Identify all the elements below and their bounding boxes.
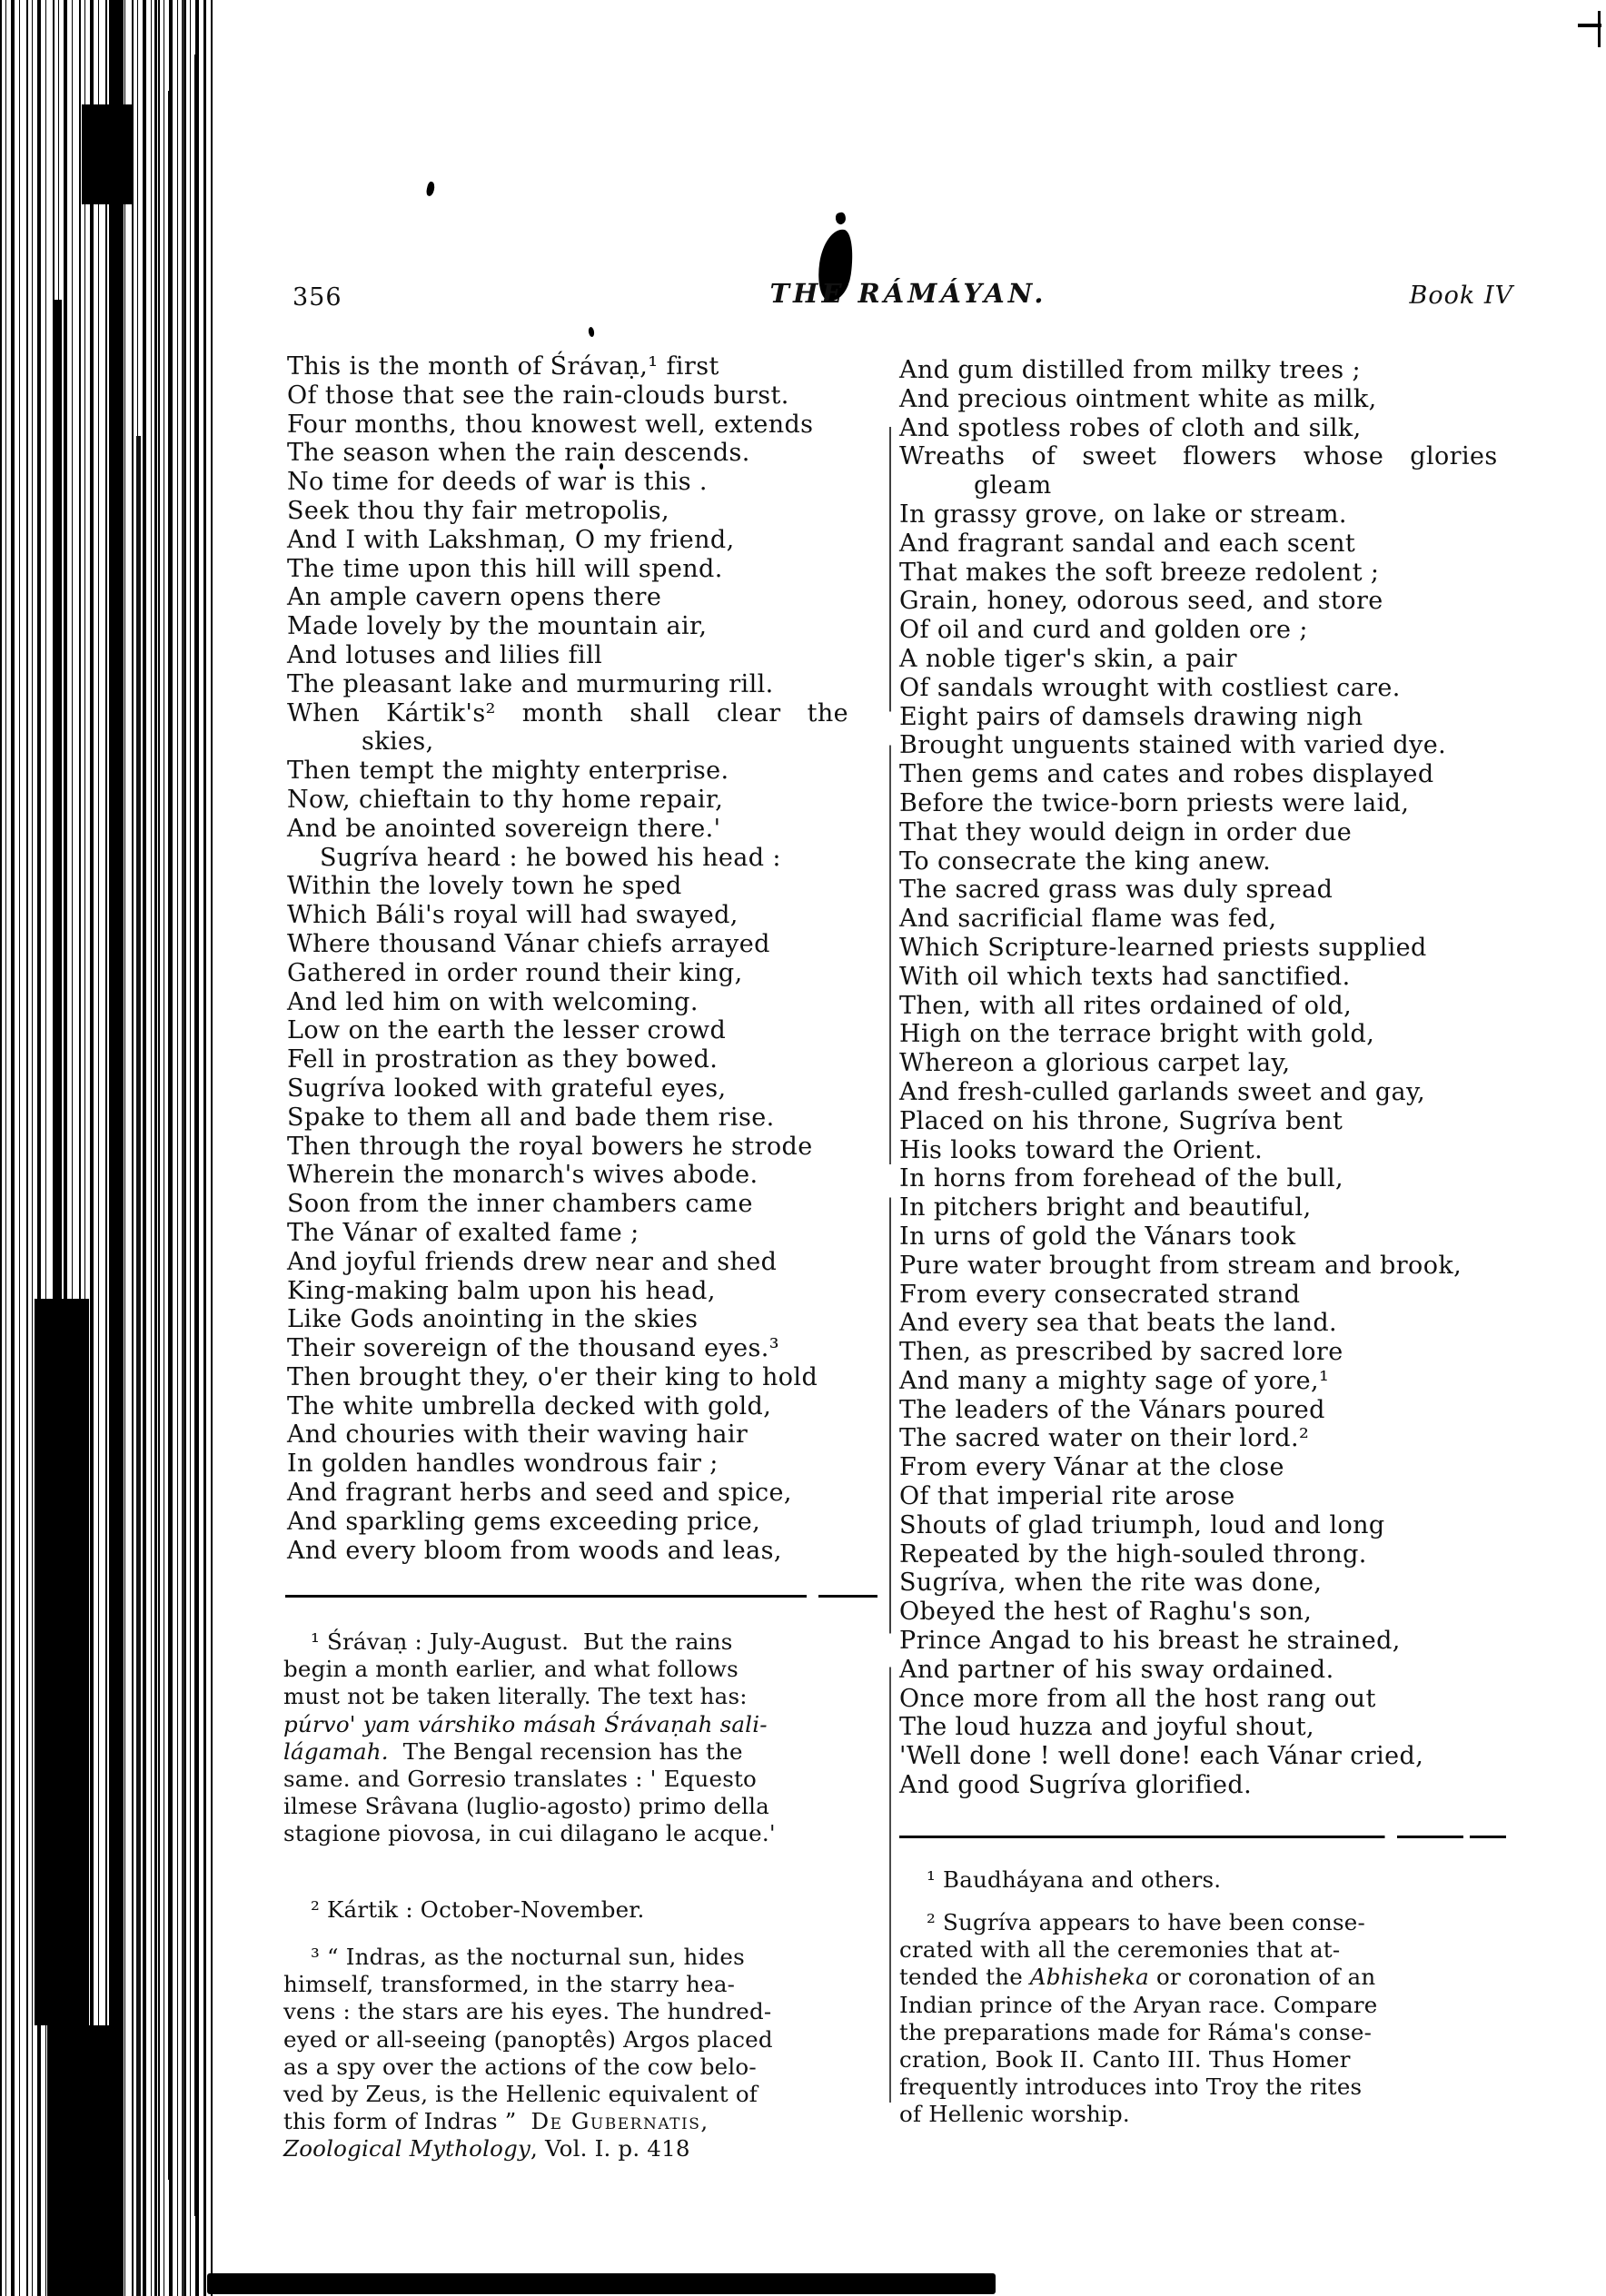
text-line: Sugríva heard : he bowed his head :	[320, 843, 781, 872]
text-line: Sugríva, when the rite was done,	[899, 1569, 1323, 1598]
book-label: Book IV	[1409, 282, 1513, 310]
text-line: Of oil and curd and golden ore ;	[899, 616, 1308, 645]
text-line: eyed or all-seeing (panoptês) Argos placed	[283, 2025, 773, 2053]
text-line: himself, transformed, in the starry hea-	[283, 1971, 736, 1998]
text-line: Seek thou thy fair metropolis,	[287, 496, 669, 525]
column-divider-rule	[889, 427, 891, 2103]
text-line: The sacred water on their lord.²	[899, 1424, 1310, 1453]
text-line: Where thousand Vánar chiefs arrayed	[287, 929, 770, 958]
text-line: Of those that see the rain-clouds burst.	[287, 381, 789, 410]
text-line: Placed on his throne, Sugríva bent	[899, 1106, 1343, 1135]
text-line: of Hellenic worship.	[899, 2101, 1130, 2128]
text-line: ³ “ Indras, as the nocturnal sun, hides	[311, 1944, 745, 1970]
text-line: In urns of gold the Vánars took	[899, 1222, 1296, 1251]
text-line: In golden handles wondrous fair ;	[287, 1450, 719, 1479]
text-line: From every Vánar at the close	[899, 1453, 1284, 1482]
footnote-2-right	[899, 1909, 1510, 2129]
text-line: And precious ointment white as milk,	[899, 384, 1377, 413]
text-line: Gathered in order round their king,	[287, 958, 743, 987]
text-line: skies,	[362, 727, 434, 757]
text-line: Brought unguents stained with varied dye.	[899, 731, 1447, 760]
text-line: And chouries with their waving hair	[287, 1420, 748, 1450]
text-line: The loud huzza and joyful shout,	[899, 1713, 1314, 1742]
text-line: Their sovereign of the thousand eyes.³	[287, 1334, 780, 1363]
text-line: This is the month of Śrávaṇ,¹ first	[287, 352, 719, 381]
footnote-1-left	[283, 1628, 894, 1848]
scan-artifact-bottom-bar	[207, 2273, 996, 2294]
text-line: tended the Abhisheka or coronation of an	[899, 1964, 1376, 1991]
text-line: Zoological Mythology, Vol. I. p. 418	[283, 2135, 690, 2162]
scan-stripe	[55, 300, 62, 1299]
text-line: Then tempt the mighty enterprise.	[287, 757, 729, 786]
text-line: And led him on with welcoming.	[287, 987, 699, 1016]
text-line: And I with Lakshmaṇ, O my friend,	[287, 525, 735, 554]
text-line: With oil which texts had sanctified.	[899, 962, 1351, 991]
text-line: That they would deign in order due	[899, 817, 1353, 846]
text-line: same. and Gorresio translates : ' Equesto	[283, 1765, 757, 1792]
text-line: To consecrate the king anew.	[899, 846, 1272, 876]
text-line: Sugríva looked with grateful eyes,	[287, 1074, 727, 1103]
text-line: Then gems and cates and robes displayed	[899, 760, 1434, 789]
scan-stripe	[154, 0, 157, 2296]
text-line: Now, chieftain to thy home repair,	[287, 785, 724, 814]
text-line: In grassy grove, on lake or stream.	[899, 500, 1347, 529]
running-title: THE RÁMÁYAN.	[769, 278, 1047, 309]
scan-stripe	[136, 436, 141, 2296]
scan-stripe	[47, 2025, 111, 2296]
text-line: ved by Zeus, is the Hellenic equivalent of	[283, 2080, 758, 2107]
text-line: The pleasant lake and murmuring rill.	[287, 669, 774, 698]
text-line: King-making balm upon his head,	[287, 1276, 716, 1305]
footnote-2-left	[283, 1896, 894, 1924]
text-line: púrvo' yam várshiko másah Śrávaṇah sali-	[283, 1710, 768, 1737]
text-line: Spake to them all and bade them rise.	[287, 1103, 775, 1132]
text-line: The leaders of the Vánars poured	[899, 1395, 1325, 1424]
text-line: Whereon a glorious carpet lay,	[899, 1049, 1291, 1078]
scan-corner-mark	[1598, 11, 1601, 47]
text-line: frequently introduces into Troy the rites	[899, 2073, 1363, 2101]
scan-stripe	[182, 0, 185, 2296]
text-line: And fragrant sandal and each scent	[899, 529, 1356, 558]
text-line: And many a mighty sage of yore,¹	[899, 1366, 1330, 1395]
text-line: When Kártik's² month shall clear the	[287, 698, 848, 727]
text-line: In pitchers bright and beautiful,	[899, 1193, 1312, 1222]
text-line: begin a month earlier, and what follows	[283, 1656, 739, 1683]
text-line: And every sea that beats the land.	[899, 1309, 1338, 1338]
text-line: And good Sugríva glorified.	[899, 1771, 1253, 1800]
text-line: Then, as prescribed by sacred lore	[899, 1338, 1343, 1367]
ink-speck	[425, 181, 436, 196]
scan-stripe	[194, 54, 196, 2216]
text-line: Prince Angad to his breast he strained,	[899, 1627, 1401, 1656]
text-line: Then brought they, o'er their king to hold	[287, 1362, 818, 1391]
text-line: And joyful friends drew near and shed	[287, 1247, 778, 1276]
scan-stripe	[35, 1299, 89, 2025]
text-line: The white umbrella decked with gold,	[287, 1391, 772, 1420]
ink-blot	[835, 212, 847, 225]
scan-stripe	[109, 0, 124, 2296]
text-line: And sparkling gems exceeding price,	[287, 1507, 761, 1536]
text-line: And lotuses and lilies fill	[287, 640, 603, 669]
text-line: And gum distilled from milky trees ;	[899, 356, 1362, 384]
text-line: The sacred grass was duly spread	[899, 876, 1333, 905]
scan-stripe	[82, 104, 132, 204]
text-line: Eight pairs of damsels drawing nigh	[899, 702, 1363, 731]
text-line: And sacrificial flame was fed,	[899, 905, 1277, 934]
text-line: Shouts of glad triumph, loud and long	[899, 1510, 1385, 1539]
text-line: crated with all the ceremonies that at-	[899, 1936, 1341, 1964]
text-line: Of sandals wrought with costliest care.	[899, 673, 1401, 702]
text-line: No time for deeds of war is this .	[287, 468, 708, 497]
text-line: And be anointed sovereign there.'	[287, 814, 721, 843]
text-line: A noble tiger's skin, a pair	[899, 644, 1237, 673]
text-line: High on the terrace bright with gold,	[899, 1020, 1375, 1049]
text-line: Pure water brought from stream and brook,	[899, 1251, 1462, 1280]
footnote-1-right	[899, 1866, 1510, 1894]
text-line: That makes the soft breeze redolent ;	[899, 558, 1380, 587]
text-line: Fell in prostration as they bowed.	[287, 1045, 719, 1074]
text-line: must not be taken literally. The text has:	[283, 1683, 748, 1710]
text-line: Four months, thou knowest well, extends	[287, 410, 814, 439]
text-line: Low on the earth the lesser crowd	[287, 1016, 727, 1045]
text-line: 'Well done ! well done! each Vánar cried,	[899, 1742, 1424, 1771]
text-line: Wherein the monarch's wives abode.	[287, 1161, 758, 1190]
text-line: Repeated by the high-souled throng.	[899, 1539, 1367, 1569]
scan-artifact-band	[0, 0, 214, 2296]
text-line: From every consecrated strand	[899, 1280, 1301, 1309]
footnote-3-left	[283, 1944, 894, 2163]
text-line: ilmese Srâvana (luglio-agosto) primo della	[283, 1793, 769, 1820]
text-line: Wreaths of sweet flowers whose glories	[899, 442, 1498, 471]
text-line: In horns from forehead of the bull,	[899, 1164, 1343, 1193]
right-column-verse	[899, 356, 1510, 1800]
text-line: the preparations made for Ráma's conse-	[899, 2018, 1373, 2045]
left-column-verse	[287, 352, 888, 1565]
text-line: this form of Indras ” De Gubernatis,	[283, 2108, 709, 2135]
text-line: The Vánar of exalted fame ;	[287, 1218, 639, 1247]
text-line: ² Sugríva appears to have been conse-	[927, 1909, 1365, 1935]
text-line: Indian prince of the Aryan race. Compare	[899, 1991, 1378, 2018]
text-line: Obeyed the hest of Raghu's son,	[899, 1598, 1313, 1627]
text-line: And every bloom from woods and leas,	[287, 1536, 782, 1565]
text-line: lágamah. The Bengal recension has the	[283, 1737, 743, 1765]
text-line: The time upon this hill will spend.	[287, 554, 723, 583]
text-line: Before the twice-born priests were laid,	[899, 788, 1410, 817]
text-line: as a spy over the actions of the cow belo-	[283, 2053, 757, 2080]
text-line: Made lovely by the mountain air,	[287, 612, 708, 641]
text-line: Then, with all rites ordained of old,	[899, 991, 1353, 1020]
text-line: An ample cavern opens there	[287, 583, 662, 612]
text-line: The season when the rain descends.	[287, 439, 750, 468]
text-line: Once more from all the host rang out	[899, 1684, 1376, 1713]
text-line: vens : the stars are his eyes. The hundred-	[283, 1998, 772, 2025]
text-line: Which Scripture-learned priests supplied	[899, 933, 1427, 962]
page-number: 356	[292, 283, 342, 312]
text-line: And partner of his sway ordained.	[899, 1655, 1334, 1684]
ink-speck	[588, 327, 595, 338]
text-line: stagione piovosa, in cui dilagano le acque.'	[283, 1820, 776, 1847]
text-line: Of that imperial rite arose	[899, 1482, 1235, 1511]
text-line: Soon from the inner chambers came	[287, 1190, 753, 1219]
text-line: And fragrant herbs and seed and spice,	[287, 1479, 792, 1508]
text-line: ² Kártik : October-November.	[311, 1896, 645, 1923]
text-line: gleam	[974, 471, 1052, 500]
text-line: Like Gods anointing in the skies	[287, 1305, 699, 1334]
text-line: Within the lovely town he sped	[287, 872, 682, 901]
text-line: And fresh-culled garlands sweet and gay,	[899, 1077, 1426, 1106]
footnote-rule-left	[285, 1595, 877, 1598]
text-line: His looks toward the Orient.	[899, 1135, 1264, 1164]
text-line: ¹ Śrávaṇ : July-August. But the rains	[311, 1628, 733, 1655]
scan-stripe	[203, 0, 206, 2296]
text-line: ¹ Baudháyana and others.	[927, 1866, 1222, 1893]
text-line: And spotless robes of cloth and silk,	[899, 413, 1362, 442]
text-line: Grain, honey, odorous seed, and store	[899, 587, 1383, 616]
text-line: cration, Book II. Canto III. Thus Homer	[899, 2045, 1351, 2073]
text-line: Which Báli's royal will had swayed,	[287, 901, 739, 930]
scan-stripe	[168, 91, 170, 2180]
text-line: Then through the royal bowers he strode	[287, 1132, 813, 1161]
footnote-rule-right	[899, 1836, 1506, 1838]
